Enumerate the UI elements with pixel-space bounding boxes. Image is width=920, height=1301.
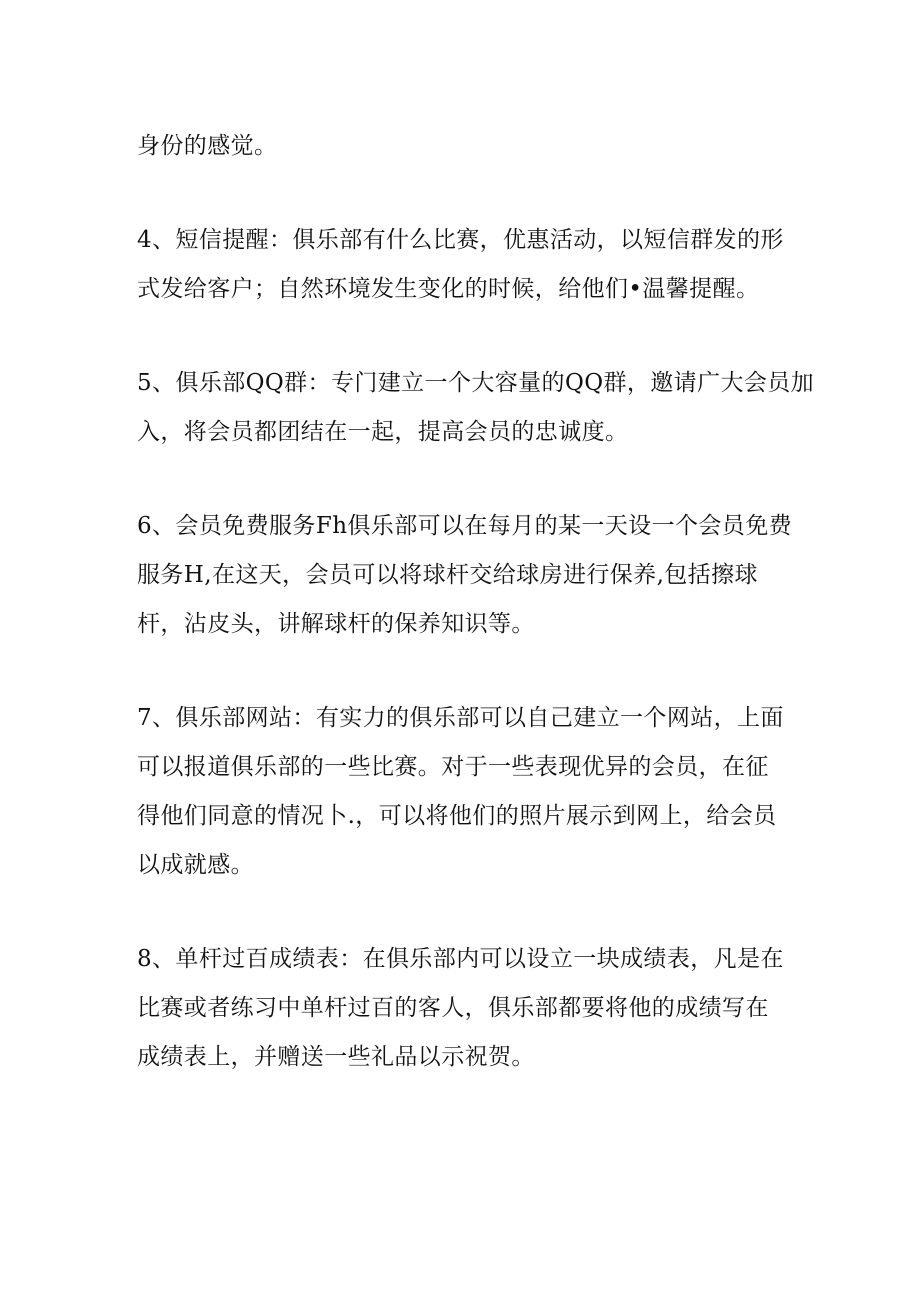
paragraph-line: 以成就感。 — [137, 852, 254, 878]
paragraph-line: 4、短信提醒：俱乐部有什么比赛，优惠活动，以短信群发的形 — [137, 227, 784, 253]
paragraph-line: 8、单杆过百成绩表：在俱乐部内可以设立一块成绩表，凡是在 — [137, 946, 784, 972]
paragraph-line: 身份的感觉。 — [137, 133, 278, 159]
paragraph-line: 入，将会员都团结在一起，提高会员的忠诚度。 — [137, 419, 629, 445]
paragraph-line: 5、俱乐部QQ群：专门建立一个大容量的QQ群，邀请广大会员加 — [137, 370, 815, 396]
paragraph-line: 7、俱乐部网站：有实力的俱乐部可以自己建立一个网站，上面 — [137, 705, 784, 731]
paragraph-line: 得他们同意的情况卜.，可以将他们的照片展示到网上，给会员 — [137, 803, 777, 829]
paragraph-line: 成绩表上，并赠送一些礼品以示祝贺。 — [137, 1044, 535, 1070]
paragraph-line: 式发给客户；自然环境发生变化的时候，给他们•温馨提醒。 — [137, 276, 760, 302]
paragraph-line: 比赛或者练习中单杆过百的客人，俱乐部都要将他的成绩写在 — [137, 995, 769, 1021]
paragraph-line: 杆，沾皮头，讲解球杆的保养知识等。 — [137, 611, 535, 637]
paragraph-line: 可以报道俱乐部的一些比赛。对于一些表现优异的会员，在征 — [137, 754, 769, 780]
paragraph-line: 服务H,在这天，会员可以将球杆交给球房进行保养,包括擦球 — [137, 562, 758, 588]
paragraph-line: 6、会员免费服务Fh俱乐部可以在每月的某一天设一个会员免费 — [137, 513, 793, 539]
